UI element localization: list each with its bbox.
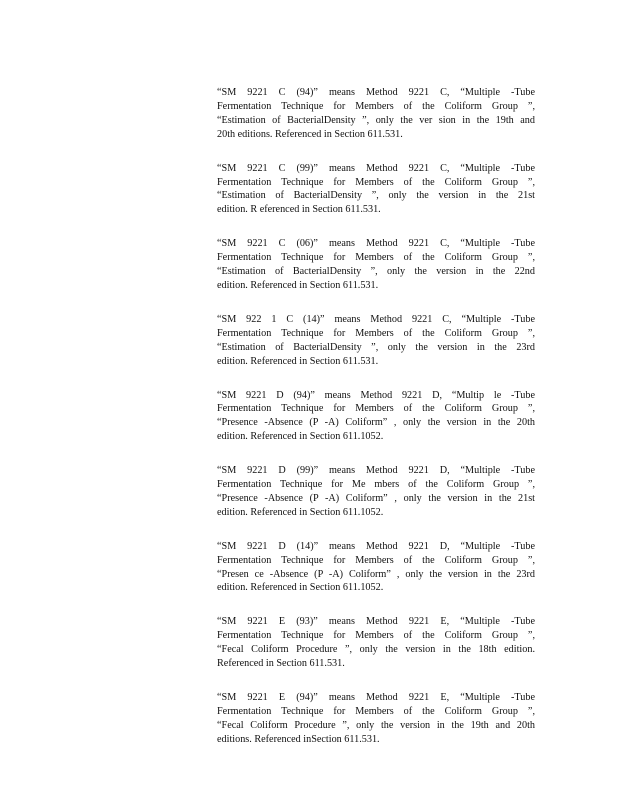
text-line: “SM 9221 E (94)” means Method 9221 E, “Multiple -Tube: [217, 692, 535, 703]
text-line: Referenced in Section 611.531.: [217, 658, 345, 670]
text-line: edition. Referenced in Section 611.531.: [217, 279, 379, 291]
text-line: edition. Referenced in Section 611.1052.: [217, 506, 384, 518]
definition-sm-9221-c-06: [217, 237, 535, 293]
text-line: Fermentation Technique for Members of the Coliform Group ”,: [217, 252, 535, 264]
text-line: “SM 922 1 C (14)” means Method 9221 C, “Multiple -Tube: [217, 313, 535, 325]
text-line: edition. Referenced in Section 611.531.: [217, 355, 379, 367]
text-line: Fermentation Technique for Members of the Coliform Group ”,: [217, 705, 535, 717]
text-line: Fermentation Technique for Members of the Coliform Group ”,: [217, 630, 535, 642]
text-line: “Estimation of BacterialDensity ”, only the version in the 21st: [217, 190, 535, 202]
text-line: “Fecal Coliform Procedure ”, only the version in the 18th edition.: [217, 644, 535, 656]
text-line: edition. R eferenced in Section 611.531.: [217, 204, 381, 216]
text-line: Fermentation Technique for Members of the Coliform Group ”,: [217, 403, 535, 415]
text-line: Fermentation Technique for Members of the Coliform Group ”,: [217, 554, 535, 566]
text-line: “SM 9221 D (94)” means Method 9221 D, “Multip le -Tube: [217, 389, 535, 401]
text-line: 20th editions. Referenced in Section 611.531.: [217, 128, 403, 140]
definition-sm-9221-c-14: [217, 313, 535, 369]
text-line: “SM 9221 C (99)” means Method 9221 C, “Multiple -Tube: [217, 162, 535, 174]
definition-sm-9221-d-99: [217, 464, 535, 520]
definition-sm-9221-c-94: [217, 86, 535, 142]
text-line: “SM 9221 D (14)” means Method 9221 D, “Multiple -Tube: [217, 540, 535, 552]
definitions-list: [217, 86, 535, 767]
text-line: “SM 9221 E (93)” means Method 9221 E, “Multiple -Tube: [217, 616, 535, 628]
text-line: “Presence -Absence (P -A) Coliform” , only the version in the 21st: [217, 492, 535, 504]
text-line: “SM 9221 D (99)” means Method 9221 D, “Multiple -Tube: [217, 465, 535, 477]
definition-sm-9221-d-94: [217, 389, 535, 445]
text-line: “Estimation of BacterialDensity ”, only the version in the 23rd: [217, 341, 535, 353]
text-line: Fermentation Technique for Members of the Coliform Group ”,: [217, 100, 535, 112]
text-line: “Estimation of BacterialDensity ”, only the version in the 22nd: [217, 266, 535, 278]
definition-sm-9221-e-93: [217, 615, 535, 671]
text-line: “Presence -Absence (P -A) Coliform” , only the version in the 20th: [217, 417, 535, 429]
text-line: Fermentation Technique for Members of the Coliform Group ”,: [217, 327, 535, 339]
text-line: edition. Referenced in Section 611.1052.: [217, 431, 384, 443]
text-line: edition. Referenced in Section 611.1052.: [217, 582, 384, 594]
text-line: editions. Referenced inSection 611.531.: [217, 733, 380, 745]
text-line: Fermentation Technique for Members of the Coliform Group ”,: [217, 176, 535, 188]
text-line: “SM 9221 C (94)” means Method 9221 C, “Multiple -Tube: [217, 87, 535, 98]
text-line: “Presen ce -Absence (P -A) Coliform” , only the version in the 23rd: [217, 568, 535, 580]
definition-sm-9221-e-94: [217, 691, 535, 747]
text-line: “Fecal Coliform Procedure ”, only the version in the 19th and 20th: [217, 719, 535, 731]
definition-sm-9221-d-14: [217, 540, 535, 596]
definition-sm-9221-c-99: [217, 162, 535, 218]
text-line: Fermentation Technique for Me mbers of the Coliform Group ”,: [217, 479, 535, 491]
text-line: “SM 9221 C (06)” means Method 9221 C, “Multiple -Tube: [217, 238, 535, 250]
text-line: “Estimation of BacterialDensity ”, only the ver sion in the 19th and: [217, 114, 535, 126]
